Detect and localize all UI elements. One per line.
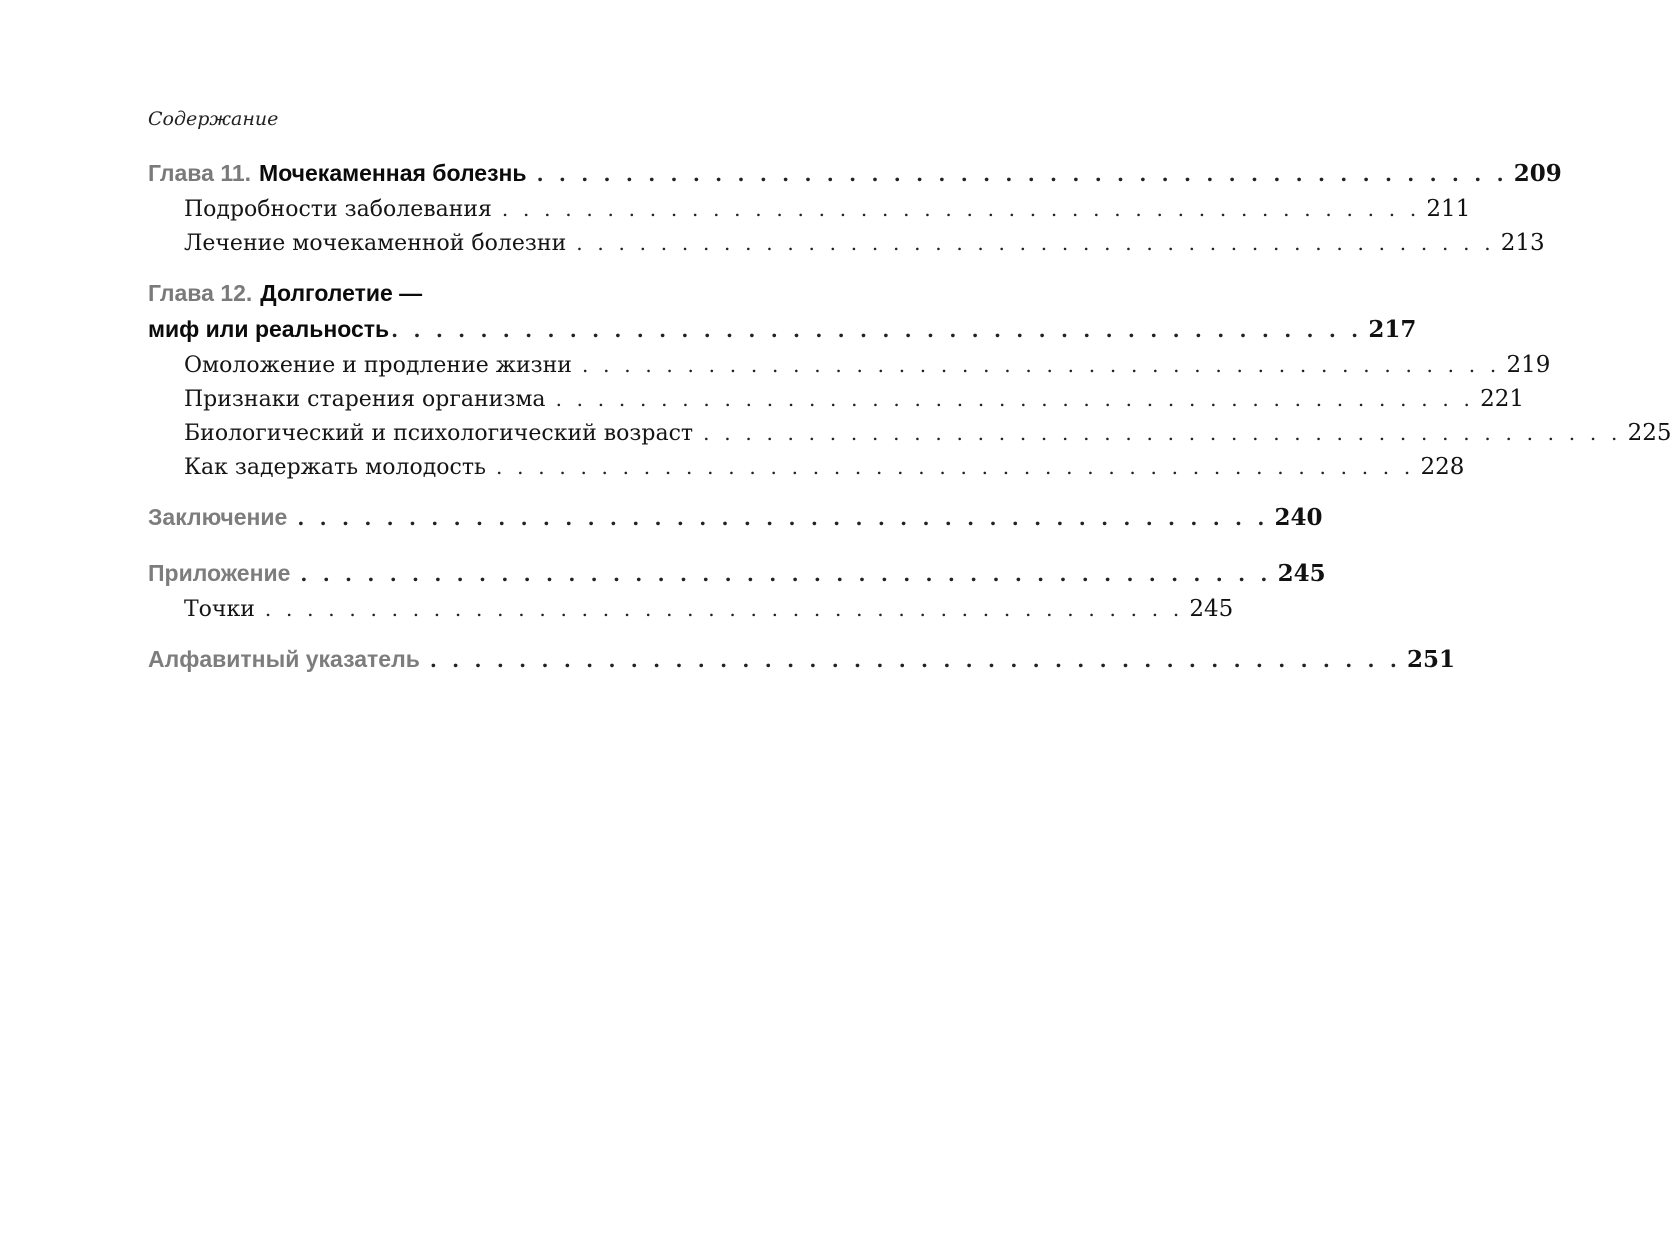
chapter-heading [148,160,527,187]
page-number: 219 [1506,352,1551,378]
page-number: 228 [1420,454,1465,480]
dot-leader: . . . . . . . . . . . . . . . . . . . . . . . . . . . . . . . . . . . . . . . . . . . . [501,197,1421,221]
subsection-title: Омоложение и продление жизни [184,353,572,378]
toc-subsection[interactable] [148,420,1672,454]
toc-chapter-11[interactable] [148,160,1562,196]
toc-subsection[interactable] [148,454,1465,488]
dot-leader: . . . . . . . . . . . . . . . . . . . . . . . . . . . . . . . . . . . . . . . . . . . . [300,562,1272,586]
dot-leader: . . . . . . . . . . . . . . . . . . . . . . . . . . . . . . . . . . . . . . . . . . . . [429,648,1402,672]
dot-leader: . . . . . . . . . . . . . . . . . . . . . . . . . . . . . . . . . . . . . . . . . . . . [391,318,1363,342]
chapter-title-line-1: Долголетие — [260,280,423,306]
page-number: 209 [1513,160,1562,187]
toc-conclusion[interactable] [148,504,1323,540]
toc-subsection[interactable] [148,230,1545,264]
dot-leader: . . . . . . . . . . . . . . . . . . . . . . . . . . . . . . . . . . . . . . . . . . . . [536,162,1508,186]
subsection-title: Лечение мочекаменной болезни [184,231,567,256]
toc-index[interactable] [148,646,1456,682]
subsection-title: Подробности заболевания [184,197,492,222]
subsection-title: Как задержать молодость [184,455,486,480]
subsection-title: Признаки старения организма [184,387,546,412]
subsection-title: Точки [184,597,255,622]
dot-leader: . . . . . . . . . . . . . . . . . . . . . . . . . . . . . . . . . . . . . . . . . . . . [555,387,1475,411]
page-number: 245 [1189,596,1234,622]
toc-subsection[interactable] [148,196,1471,230]
page-number: 221 [1480,386,1524,412]
toc-chapter-12-heading[interactable] [148,280,748,316]
toc-subsection[interactable] [148,352,1551,386]
page-number: 211 [1426,196,1471,222]
subsection-title: Биологический и психологический возраст [184,421,694,446]
page-number: 213 [1500,230,1545,256]
chapter-number: Глава 11. [148,160,252,186]
dot-leader: . . . . . . . . . . . . . . . . . . . . . . . . . . . . . . . . . . . . . . . . . . . . [264,597,1184,621]
chapter-number: Глава 12. [148,280,253,306]
page-number: 225 [1627,420,1672,446]
toc-appendix[interactable] [148,560,1326,596]
toc-subsection[interactable] [148,386,1524,420]
section-title: Приложение [148,560,291,586]
dot-leader: . . . . . . . . . . . . . . . . . . . . . . . . . . . . . . . . . . . . . . . . . . . . [576,231,1495,255]
dot-leader: . . . . . . . . . . . . . . . . . . . . . . . . . . . . . . . . . . . . . . . . . . . . [297,506,1269,530]
dot-leader: . . . . . . . . . . . . . . . . . . . . . . . . . . . . . . . . . . . . . . . . . . . . [703,421,1622,445]
section-title: Алфавитный указатель [148,646,420,672]
toc-chapter-12[interactable] [148,316,1417,352]
chapter-title-line-2: миф или реальность [148,316,390,342]
dot-leader: . . . . . . . . . . . . . . . . . . . . . . . . . . . . . . . . . . . . . . . . . . . . [581,353,1501,377]
dot-leader: . . . . . . . . . . . . . . . . . . . . . . . . . . . . . . . . . . . . . . . . . . . . [495,455,1415,479]
page-number: 240 [1274,504,1323,531]
toc-subsection[interactable] [148,596,1234,630]
page-number: 245 [1277,560,1326,587]
page-number: 251 [1407,646,1456,673]
section-title: Заключение [148,504,288,530]
running-head: Содержание [148,108,279,130]
page-number: 217 [1368,316,1417,343]
chapter-title: Мочекаменная болезнь [259,160,527,186]
table-of-contents [148,160,1672,682]
